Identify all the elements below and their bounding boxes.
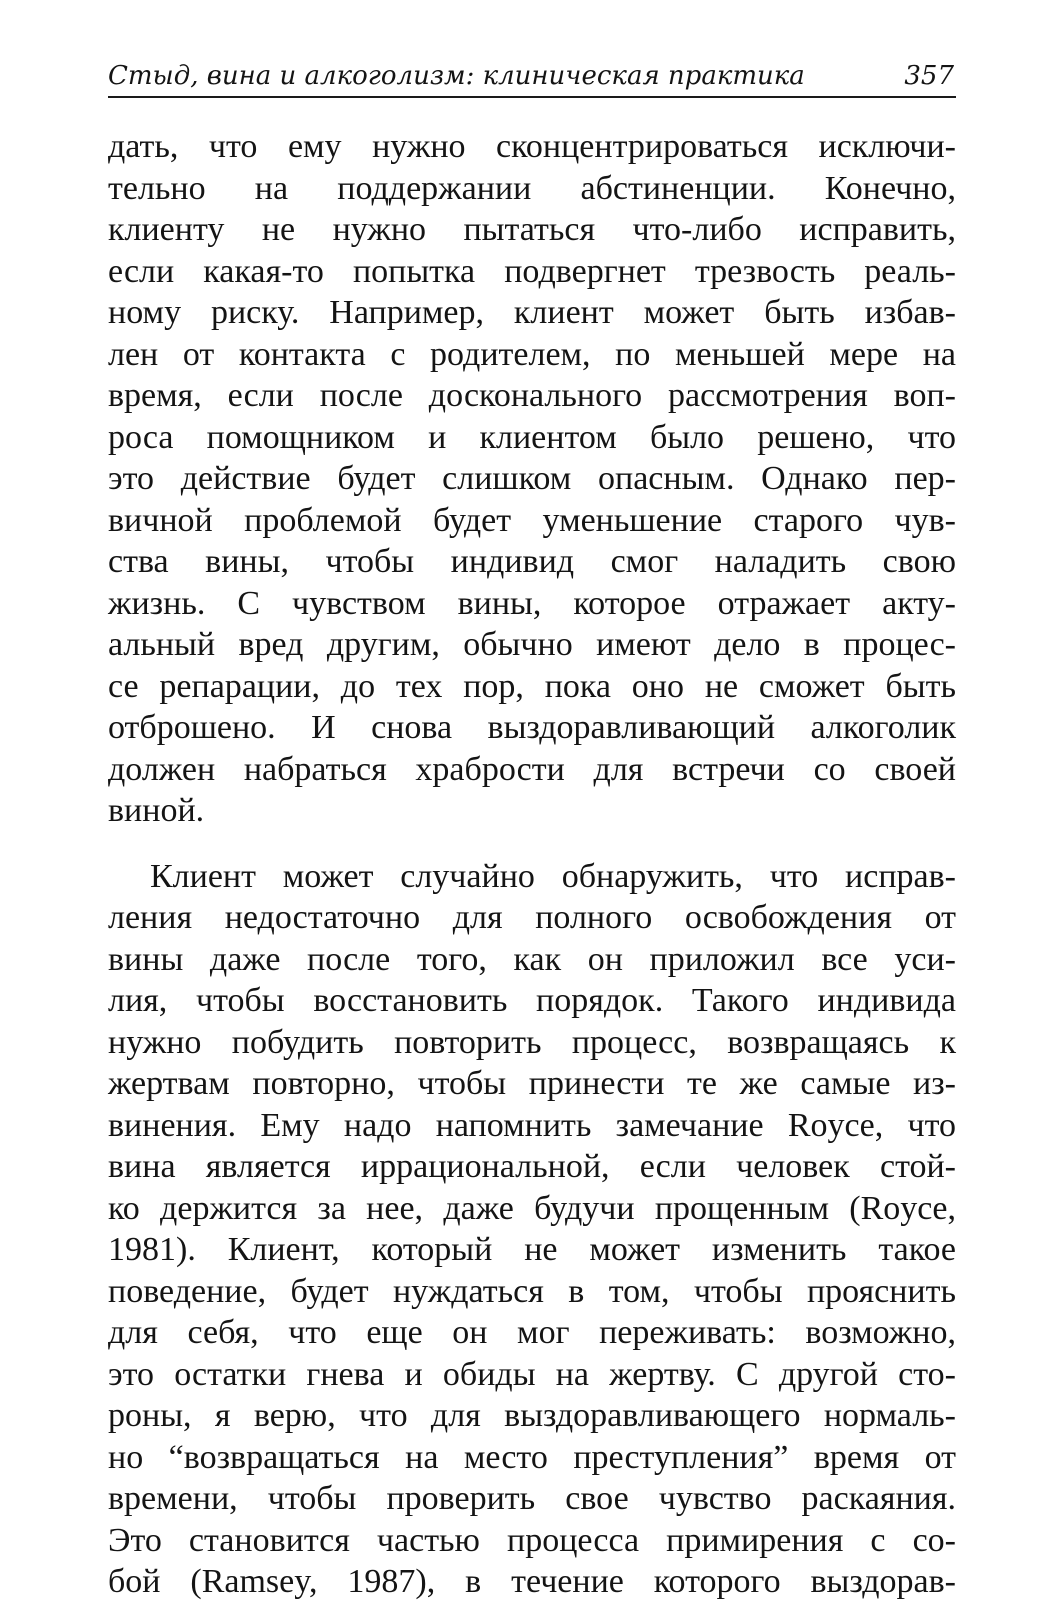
text-line: это действие будет слишком опасным. Однако пер- bbox=[108, 460, 956, 497]
text-line: нужно побудить повторить процесс, возвращаясь к bbox=[108, 1023, 956, 1061]
text-line: лия, чтобы восстановить порядок. Такого индивида bbox=[108, 982, 956, 1019]
text-line: но “возвращаться на место преступления” время от bbox=[108, 1438, 956, 1476]
text-line: лен от контакта с родителем, по меньшей мере на bbox=[108, 335, 956, 373]
text-line: Это становится частью процесса примирения с со- bbox=[108, 1521, 956, 1559]
text-line: роны, я верю, что для выздоравливающего нормаль- bbox=[108, 1397, 956, 1434]
body-text bbox=[108, 126, 956, 1603]
text-line: ко держится за нее, даже будучи прощенным (Royce, bbox=[108, 1189, 956, 1227]
text-line: винения. Ему надо напомнить замечание Royce, что bbox=[108, 1106, 956, 1144]
text-line: роса помощником и клиентом было решено, что bbox=[108, 418, 956, 456]
text-line: ства вины, чтобы индивид смог наладить свою bbox=[108, 543, 956, 580]
page-number: 357 bbox=[904, 61, 954, 91]
text-line: для себя, что еще он мог переживать: возможно, bbox=[108, 1314, 956, 1351]
text-line: ному риску. Например, клиент может быть избав- bbox=[108, 294, 956, 331]
text-line: поведение, будет нуждаться в том, чтобы прояснить bbox=[108, 1272, 956, 1310]
paragraph-gap bbox=[108, 832, 956, 856]
paragraph-1 bbox=[108, 126, 956, 832]
paragraph-2 bbox=[108, 856, 956, 1603]
text-line: времени, чтобы проверить свое чувство раскаяния. bbox=[108, 1480, 956, 1517]
running-header bbox=[108, 56, 956, 98]
text-line: вина является иррациональной, если человек стой- bbox=[108, 1148, 956, 1185]
text-line: бой (Ramsey, 1987), в течение которого выздорав- bbox=[108, 1563, 956, 1600]
header-title: Стыд, вина и алкоголизм: клиническая практика bbox=[108, 61, 805, 91]
text-line: отброшено. И снова выздоравливающий алкоголик bbox=[108, 709, 956, 746]
text-line: 1981). Клиент, который не может изменить такое bbox=[108, 1231, 956, 1268]
text-line: если какая-то попытка подвергнет трезвость реаль- bbox=[108, 252, 956, 290]
text-line: это остатки гнева и обиды на жертву. С другой сто- bbox=[108, 1355, 956, 1393]
text-line: се репарации, до тех пор, пока оно не сможет быть bbox=[108, 667, 956, 705]
text-line: время, если после досконального рассмотрения воп- bbox=[108, 377, 956, 414]
text-line: ления недостаточно для полного освобождения от bbox=[108, 899, 956, 936]
text-line: тельно на поддержании абстиненции. Конечно, bbox=[108, 169, 956, 207]
text-line: вичной проблемой будет уменьшение старого чув- bbox=[108, 501, 956, 539]
text-line: альный вред другим, обычно имеют дело в процес- bbox=[108, 626, 956, 663]
text-line: дать, что ему нужно сконцентрироваться исключи- bbox=[108, 128, 956, 165]
text-line: вины даже после того, как он приложил все уси- bbox=[108, 940, 956, 978]
text-line: клиенту не нужно пытаться что-либо исправить, bbox=[108, 211, 956, 248]
text-line: виной. bbox=[108, 792, 205, 829]
text-line: жертвам повторно, чтобы принести те же самые из- bbox=[108, 1065, 956, 1102]
text-line: должен набраться храбрости для встречи со своей bbox=[108, 750, 956, 788]
text-line: жизнь. С чувством вины, которое отражает акту- bbox=[108, 584, 956, 622]
text-line: Клиент может случайно обнаружить, что исправ- bbox=[150, 857, 956, 895]
